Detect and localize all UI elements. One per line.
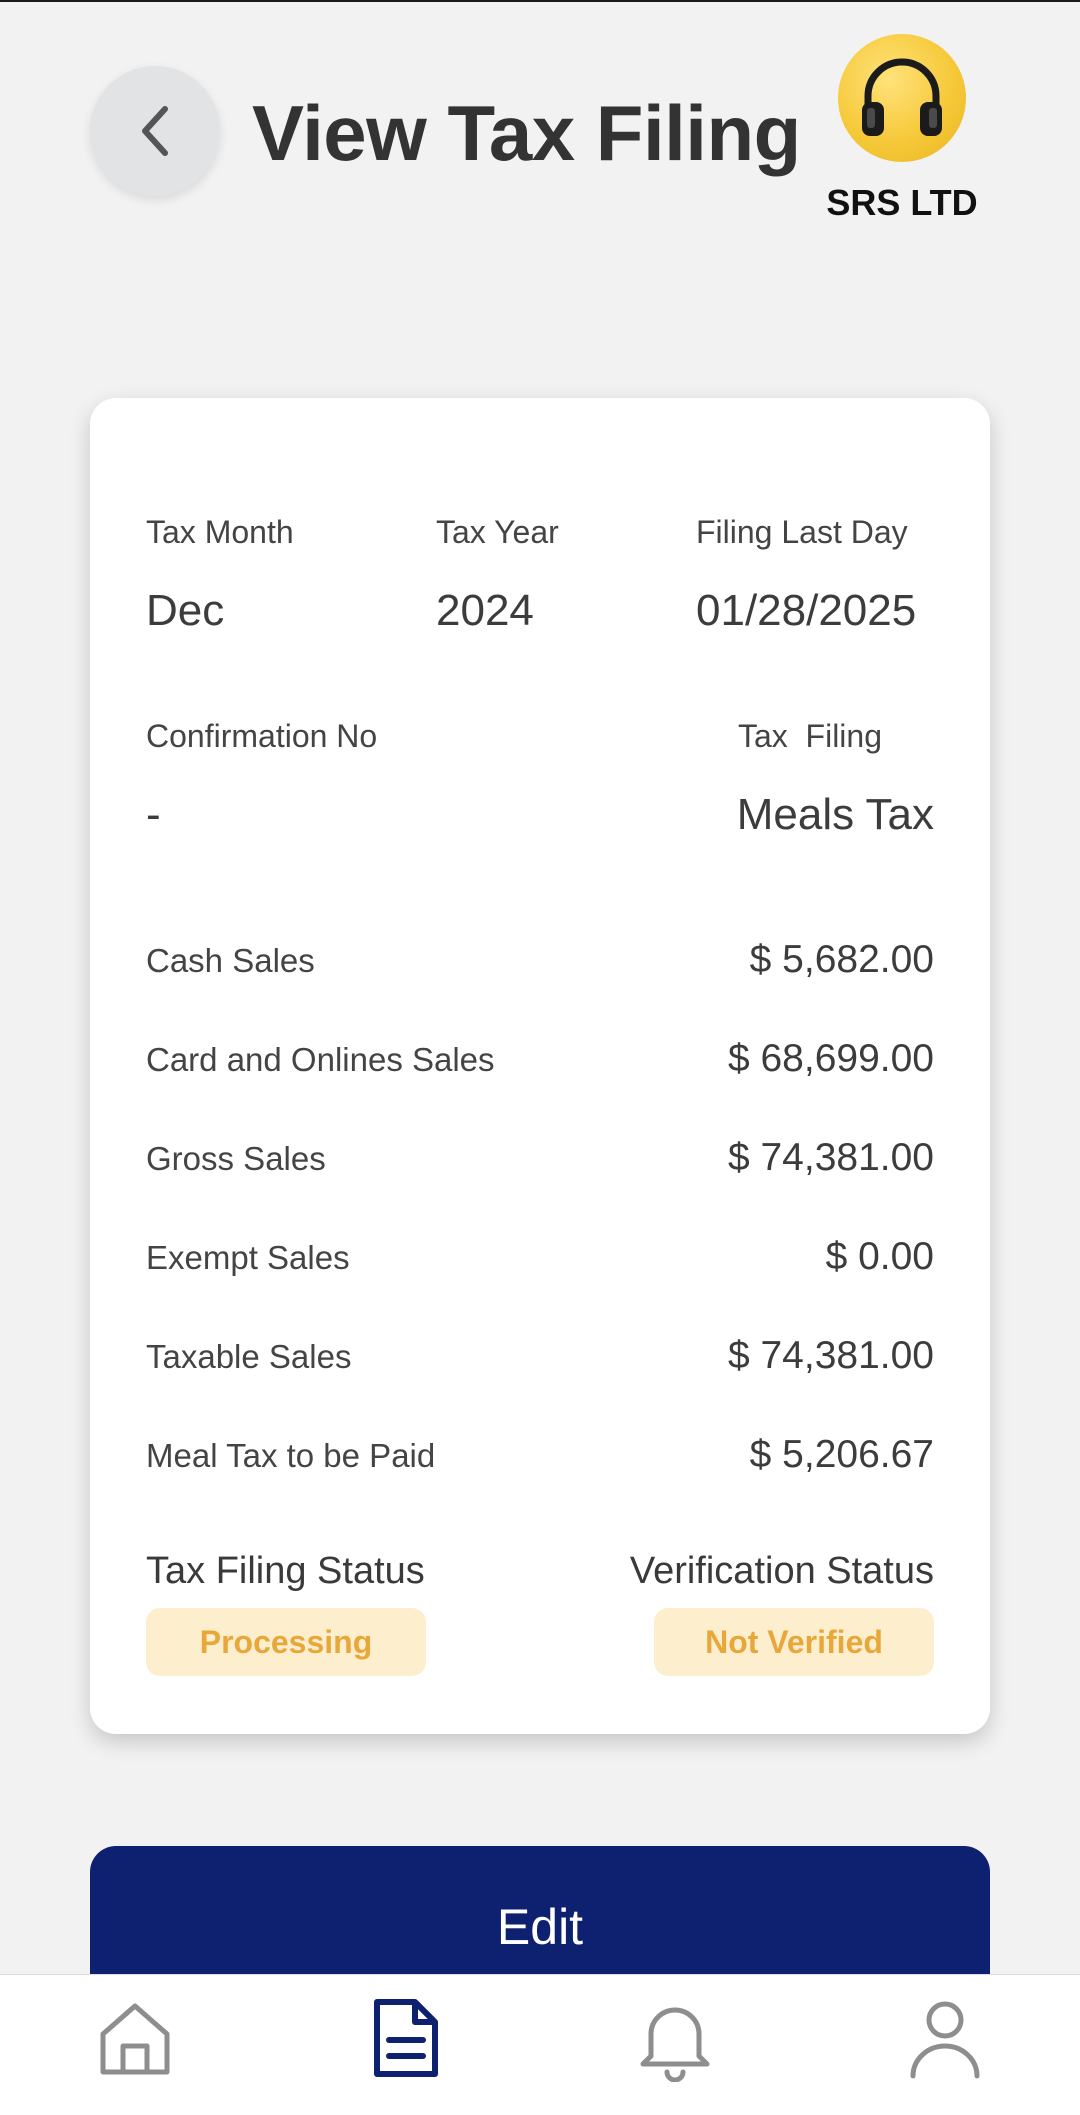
taxable-sales-label: Taxable Sales — [146, 1338, 352, 1375]
gross-sales-label: Gross Sales — [146, 1140, 326, 1177]
tax-month-label: Tax Month — [146, 514, 294, 550]
chevron-left-icon — [135, 103, 175, 159]
user-icon — [903, 1994, 987, 2082]
cash-sales-value: $ 5,682.00 — [749, 938, 934, 981]
tax-filing-type-label: Tax Filing — [737, 718, 882, 754]
confirmation-no-label: Confirmation No — [146, 718, 378, 754]
page-title: View Tax Filing — [252, 89, 801, 177]
tax-filing-type-value: Meals Tax — [736, 790, 934, 839]
confirmation-no-value: - — [146, 790, 161, 839]
nav-documents[interactable] — [360, 1993, 450, 2083]
exempt-sales-label: Exempt Sales — [146, 1239, 350, 1276]
verification-status-label: Verification Status — [629, 1550, 934, 1592]
filing-last-day-label: Filing Last Day — [696, 514, 908, 550]
meal-tax-paid-value: $ 5,206.67 — [749, 1433, 934, 1476]
headphones-icon — [854, 50, 950, 146]
cash-sales-label: Cash Sales — [146, 942, 315, 979]
tax-year-label: Tax Year — [436, 514, 559, 550]
bell-icon — [633, 1994, 717, 2082]
exempt-sales-value: $ 0.00 — [825, 1235, 934, 1278]
tax-year-value: 2024 — [436, 586, 534, 635]
company-name: SRS LTD — [826, 182, 978, 223]
card-online-sales-label: Card and Onlines Sales — [146, 1041, 495, 1078]
meal-tax-paid-label: Meal Tax to be Paid — [146, 1437, 436, 1474]
company-avatar[interactable] — [838, 34, 966, 162]
verification-status-badge: Not Verified — [654, 1608, 934, 1676]
tax-filing-status-label: Tax Filing Status — [146, 1550, 425, 1592]
filing-last-day-value: 01/28/2025 — [696, 586, 917, 635]
status-bar-edge — [0, 0, 1080, 2]
tax-month-value: Dec — [146, 586, 225, 635]
nav-notifications[interactable] — [630, 1993, 720, 2083]
back-button[interactable] — [90, 66, 220, 196]
gross-sales-value: $ 74,381.00 — [727, 1136, 934, 1179]
document-icon — [363, 1994, 447, 2082]
edit-button[interactable]: Edit — [90, 1846, 990, 2026]
bottom-nav — [0, 1974, 1080, 2115]
nav-home[interactable] — [90, 1993, 180, 2083]
tax-filing-status-badge: Processing — [146, 1608, 426, 1676]
card-online-sales-value: $ 68,699.00 — [727, 1037, 934, 1080]
taxable-sales-value: $ 74,381.00 — [727, 1334, 934, 1377]
tax-filing-card — [90, 398, 990, 1734]
home-icon — [93, 1996, 177, 2080]
nav-profile[interactable] — [900, 1993, 990, 2083]
